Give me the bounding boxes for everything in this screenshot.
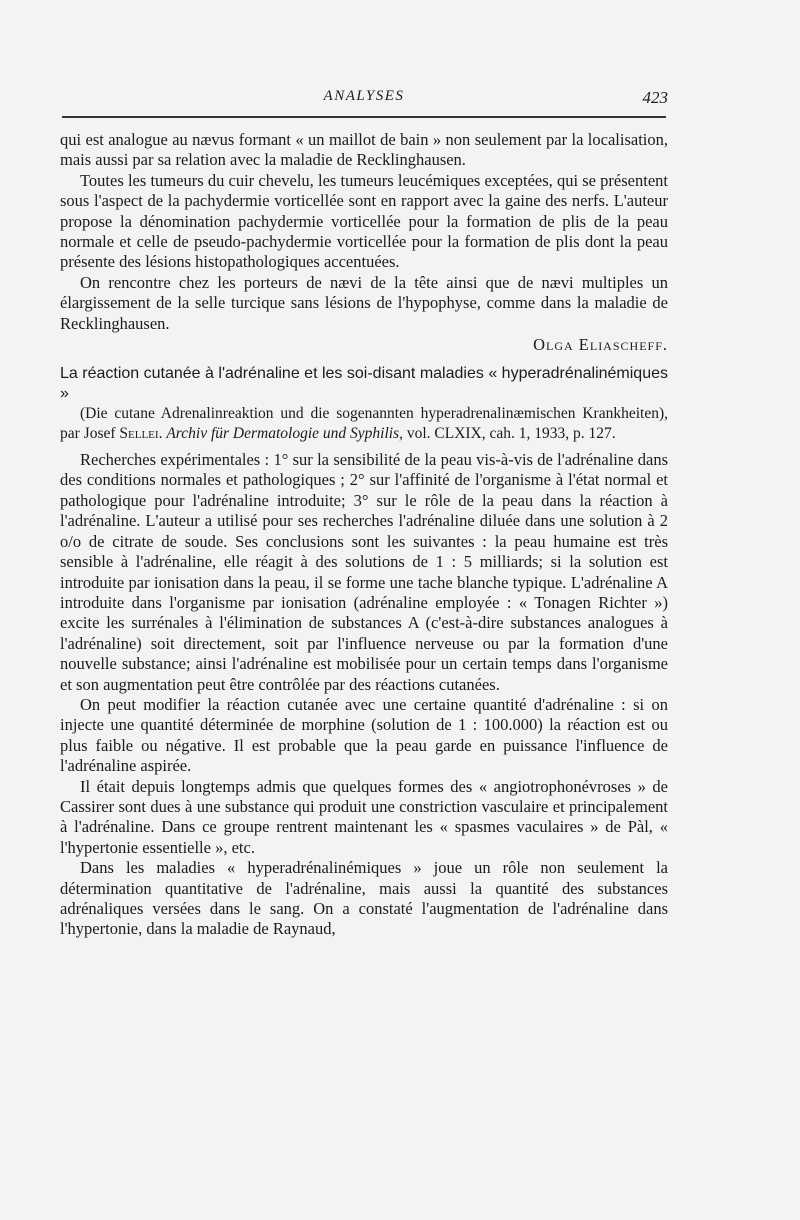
document-page	[60, 86, 668, 940]
reference-german-title: (Die cutane Adrenalinreaktion und die sogenannten hyperadrenalinæmischen Krankheiten), par Josef	[60, 405, 668, 443]
article-reference	[60, 404, 668, 444]
article-title: La réaction cutanée à l'adrénaline et les soi-disant maladies « hyperadrénalinémiques »	[60, 365, 668, 403]
continuation-paragraph-3: On rencontre chez les porteurs de nævi de la tête ainsi que de nævi multiples un élargissement de la selle turcique sans lésions de l'hypophyse, comme dans la maladie de Recklinghausen.	[60, 272, 668, 333]
article-paragraph-2: On peut modifier la réaction cutanée avec une certaine quantité d'adrénaline : si on injecte une quantité déterminée de morphine (solution de 1 : 100.000) la réaction est ou plus faible ou négative. Il est probable que la peau garde en puissance l'influence de l'adrénaline aspirée.	[60, 694, 668, 776]
author-signature: Olga Eliascheff.	[533, 335, 668, 355]
continuation-paragraph-1: qui est analogue au nævus formant « un maillot de bain » non seulement par la localisation, mais aussi par sa relation avec la maladie de Recklinghausen.	[60, 130, 668, 170]
page-number: 423	[642, 88, 668, 107]
article-paragraph-4: Dans les maladies « hyperadrénalinémiques » joue un rôle non seulement la détermination quantitative de l'adrénaline, mais aussi la quantité des substances adrénaliques versées dans le sang. On a constaté l'augmentation de l'adrénaline dans l'hypertonie, dans la maladie de Raynaud,	[60, 858, 668, 939]
running-head	[60, 86, 668, 116]
reference-author: Sellei.	[119, 425, 163, 443]
reference-journal: Archiv für Dermatologie und Syphilis,	[166, 425, 403, 443]
running-title: ANALYSES	[323, 88, 405, 104]
reference-details: vol. CLXIX, cah. 1, 1933, p. 127.	[406, 425, 616, 443]
article-paragraph-3: Il était depuis longtemps admis que quelques formes des « angiotrophonévroses » de Cassirer sont dues à une substance qui produit une constriction vasculaire et principalement à l'adrénaline. Dans ce groupe rentrent maintenant les « spasmes vaculaires » de Pàl, « l'hypertonie essentielle », etc.	[60, 776, 668, 857]
article-paragraph-1: Recherches expérimentales : 1° sur la sensibilité de la peau vis-à-vis de l'adrénaline dans des conditions normales et pathologiques ; 2° sur l'affinité de l'organisme à l'état normal et pathologique pour l'adrénaline introduite; 3° sur le rôle de la peau dans la réaction à l'adrénaline. L'auteur a utilisé pour ses recherches l'adrénaline diluée dans une solution à 2 o/o de citrate de soude. Ses conclusions sont les suivantes : la peau humaine est très sensible à l'adrénaline, elle réagit à des solutions de 1 : 5 milliards; si la solution est introduite par ionisation dans la peau, il se forme une tache blanche typique. L'adrénaline A introduite dans l'organisme par ionisation (adrénaline employée : « Tonagen Richter ») excite les surrénales à l'élimination de substances A (c'est-à-dire substances analogues à l'adrénaline) soit directement, soit par l'influence nerveuse ou par la formation d'une nouvelle substance; ainsi l'adrénaline est mobilisée pour un certain temps dans l'organisme et son augmentation peut être contrôlée par des réactions cutanées.	[60, 450, 668, 694]
header-rule	[62, 116, 666, 118]
continuation-paragraph-2: Toutes les tumeurs du cuir chevelu, les tumeurs leucémiques exceptées, qui se présentent sous l'aspect de la pachydermie vorticellée sont en rapport avec la gaine des nerfs. L'auteur propose la dénomination pachydermie vorticellée pour la formation de plis de la peau normale et celle de pseudo-pachydermie vorticellée pour la formation de plis dont la peau présente des lésions histopathologiques accentuées.	[60, 170, 668, 272]
